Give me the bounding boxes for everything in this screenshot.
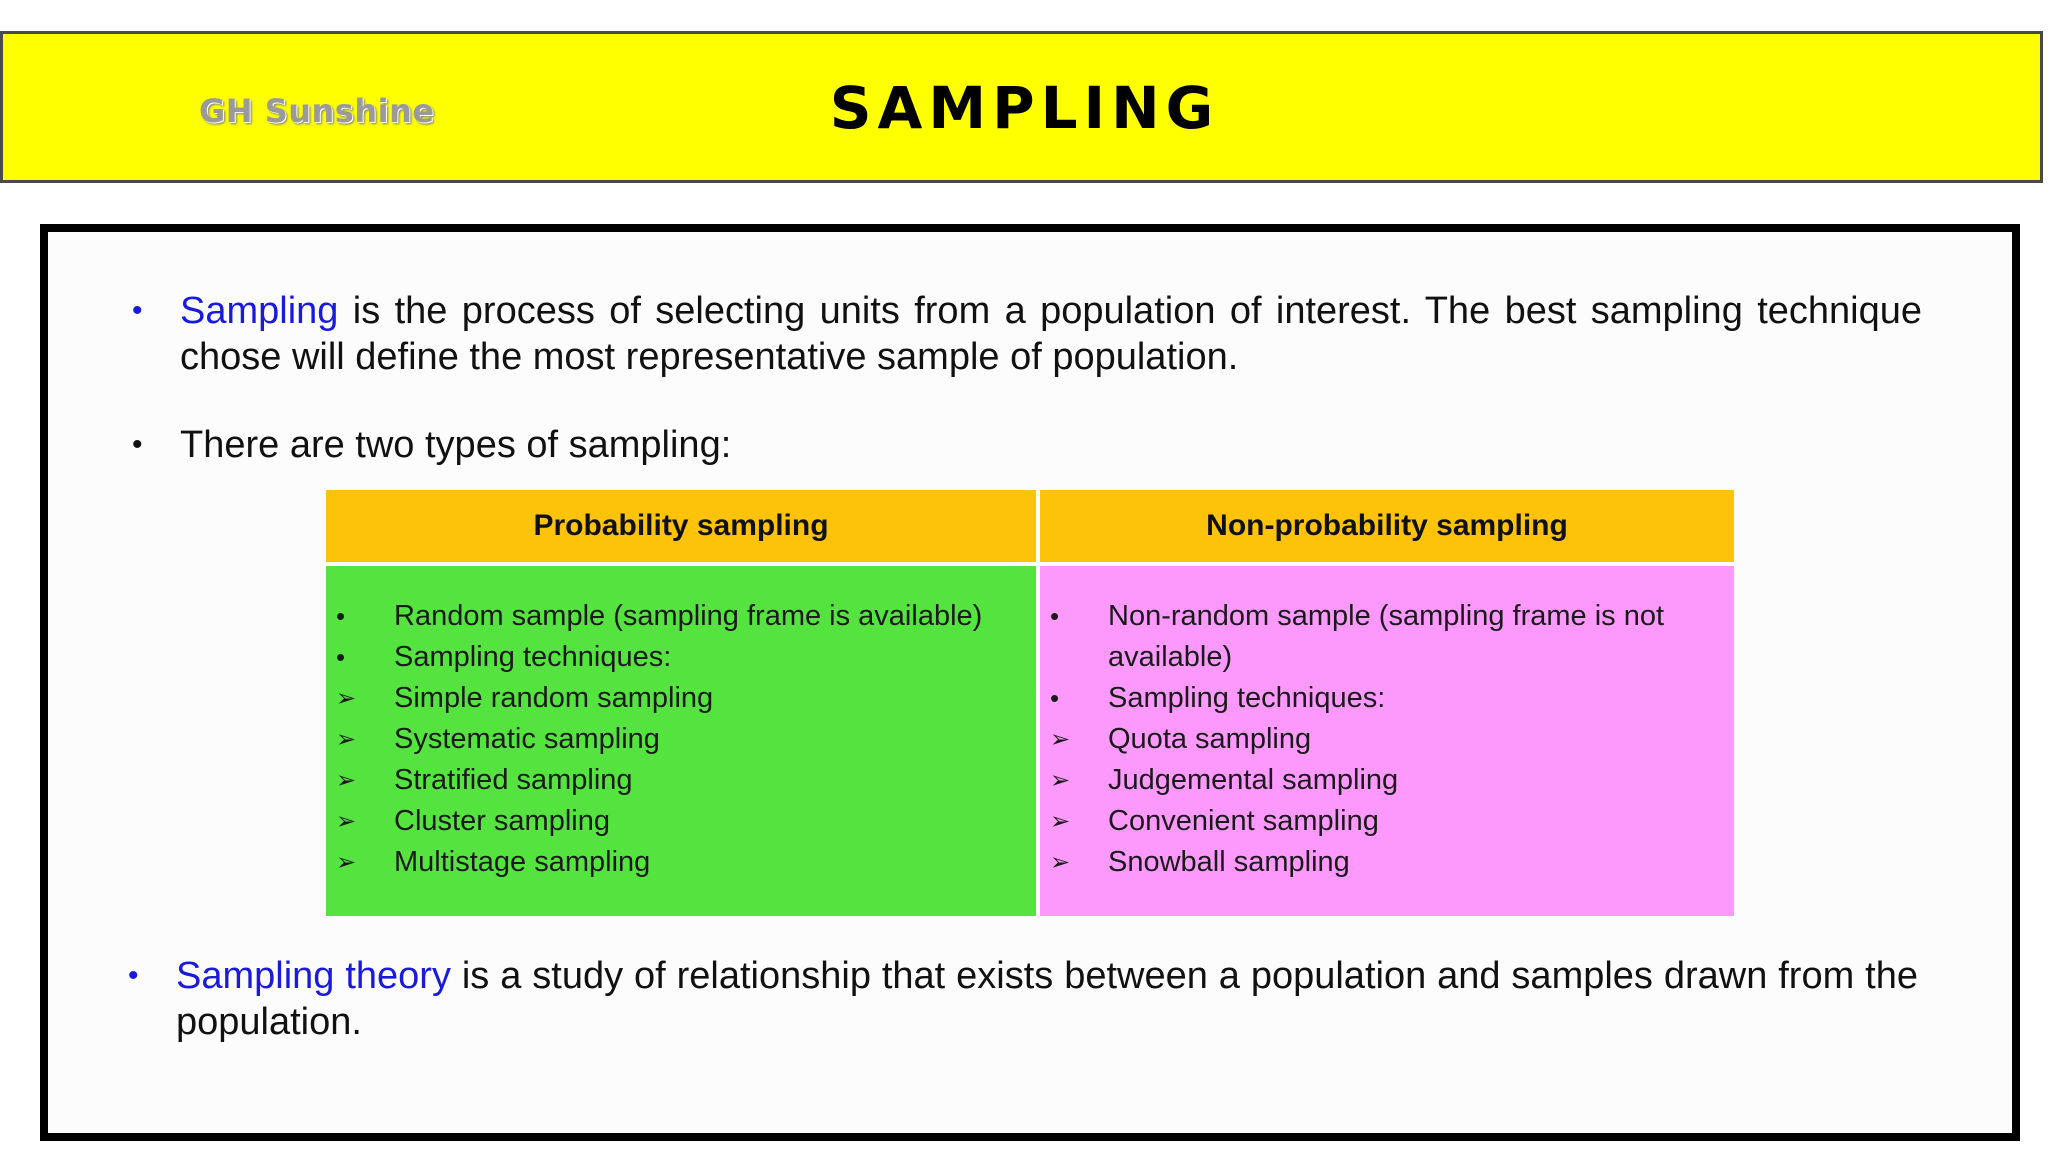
arrow-bullet-icon: ➢	[336, 685, 357, 712]
list-item-text: Stratified sampling	[394, 764, 633, 796]
list-item-text: Systematic sampling	[394, 723, 660, 755]
list-item-text: Judgemental sampling	[1108, 764, 1399, 796]
list-item-text: Cluster sampling	[394, 805, 610, 837]
list-item	[326, 760, 1036, 801]
bullet-icon: •	[336, 642, 346, 672]
list-item	[1040, 760, 1734, 801]
definition-text	[180, 288, 1922, 380]
arrow-bullet-icon: ➢	[1050, 767, 1071, 794]
list-item	[1040, 678, 1734, 719]
list-item	[1040, 719, 1734, 760]
types-intro-text: There are two types of sampling:	[180, 424, 732, 466]
bullet-icon: •	[132, 428, 143, 461]
slide-title: SAMPLING	[829, 74, 1220, 142]
bullet-icon: •	[336, 601, 346, 631]
list-item-text: Snowball sampling	[1108, 846, 1350, 878]
probability-header: Probability sampling	[326, 490, 1036, 562]
theory-text	[176, 953, 1918, 1045]
list-item	[1040, 596, 1734, 678]
list-item	[1040, 842, 1734, 883]
non-probability-cell	[1040, 566, 1734, 916]
arrow-bullet-icon: ➢	[336, 808, 357, 835]
arrow-bullet-icon: ➢	[1050, 849, 1071, 876]
non-probability-header: Non-probability sampling	[1040, 490, 1734, 562]
content-frame	[40, 224, 2020, 1141]
theory-body: is a study of relationship that exists between a population and samples drawn from the population.	[176, 955, 1918, 1043]
bullet-icon: •	[1050, 601, 1060, 631]
arrow-bullet-icon: ➢	[336, 767, 357, 794]
definition-bullet	[132, 288, 1922, 380]
arrow-bullet-icon: ➢	[336, 726, 357, 753]
theory-term: Sampling theory	[176, 955, 451, 997]
probability-cell	[326, 566, 1036, 916]
types-intro-bullet	[132, 422, 1922, 468]
bullet-icon: •	[128, 959, 139, 992]
list-item-text: Convenient sampling	[1108, 805, 1379, 837]
definition-body: is the process of selecting units from a population of interest. The best sampling technique chose will define the most representative sample of population.	[180, 290, 1922, 378]
list-item	[326, 719, 1036, 760]
definition-term: Sampling	[180, 290, 339, 332]
list-item-text: Sampling techniques:	[394, 641, 672, 673]
list-item-text: Quota sampling	[1108, 723, 1312, 755]
bullet-icon: •	[132, 294, 143, 327]
arrow-bullet-icon: ➢	[1050, 808, 1071, 835]
list-item-text: Sampling techniques:	[1108, 682, 1386, 714]
theory-bullet	[128, 953, 1918, 1045]
list-item-text: Simple random sampling	[394, 682, 714, 714]
list-item-text: Random sample (sampling frame is available)	[394, 600, 983, 632]
sampling-types-table	[326, 490, 1734, 920]
list-item	[326, 678, 1036, 719]
arrow-bullet-icon: ➢	[336, 849, 357, 876]
list-item	[326, 801, 1036, 842]
list-item	[326, 637, 1036, 678]
brand-logo-text: GH Sunshine	[199, 92, 435, 130]
bullet-icon: •	[1050, 683, 1060, 713]
list-item-text: Non-random sample (sampling frame is not available)	[1108, 600, 1665, 673]
list-item-text: Multistage sampling	[394, 846, 651, 878]
list-item	[326, 842, 1036, 883]
list-item	[326, 596, 1036, 637]
header-banner	[0, 31, 2043, 183]
arrow-bullet-icon: ➢	[1050, 726, 1071, 753]
list-item	[1040, 801, 1734, 842]
